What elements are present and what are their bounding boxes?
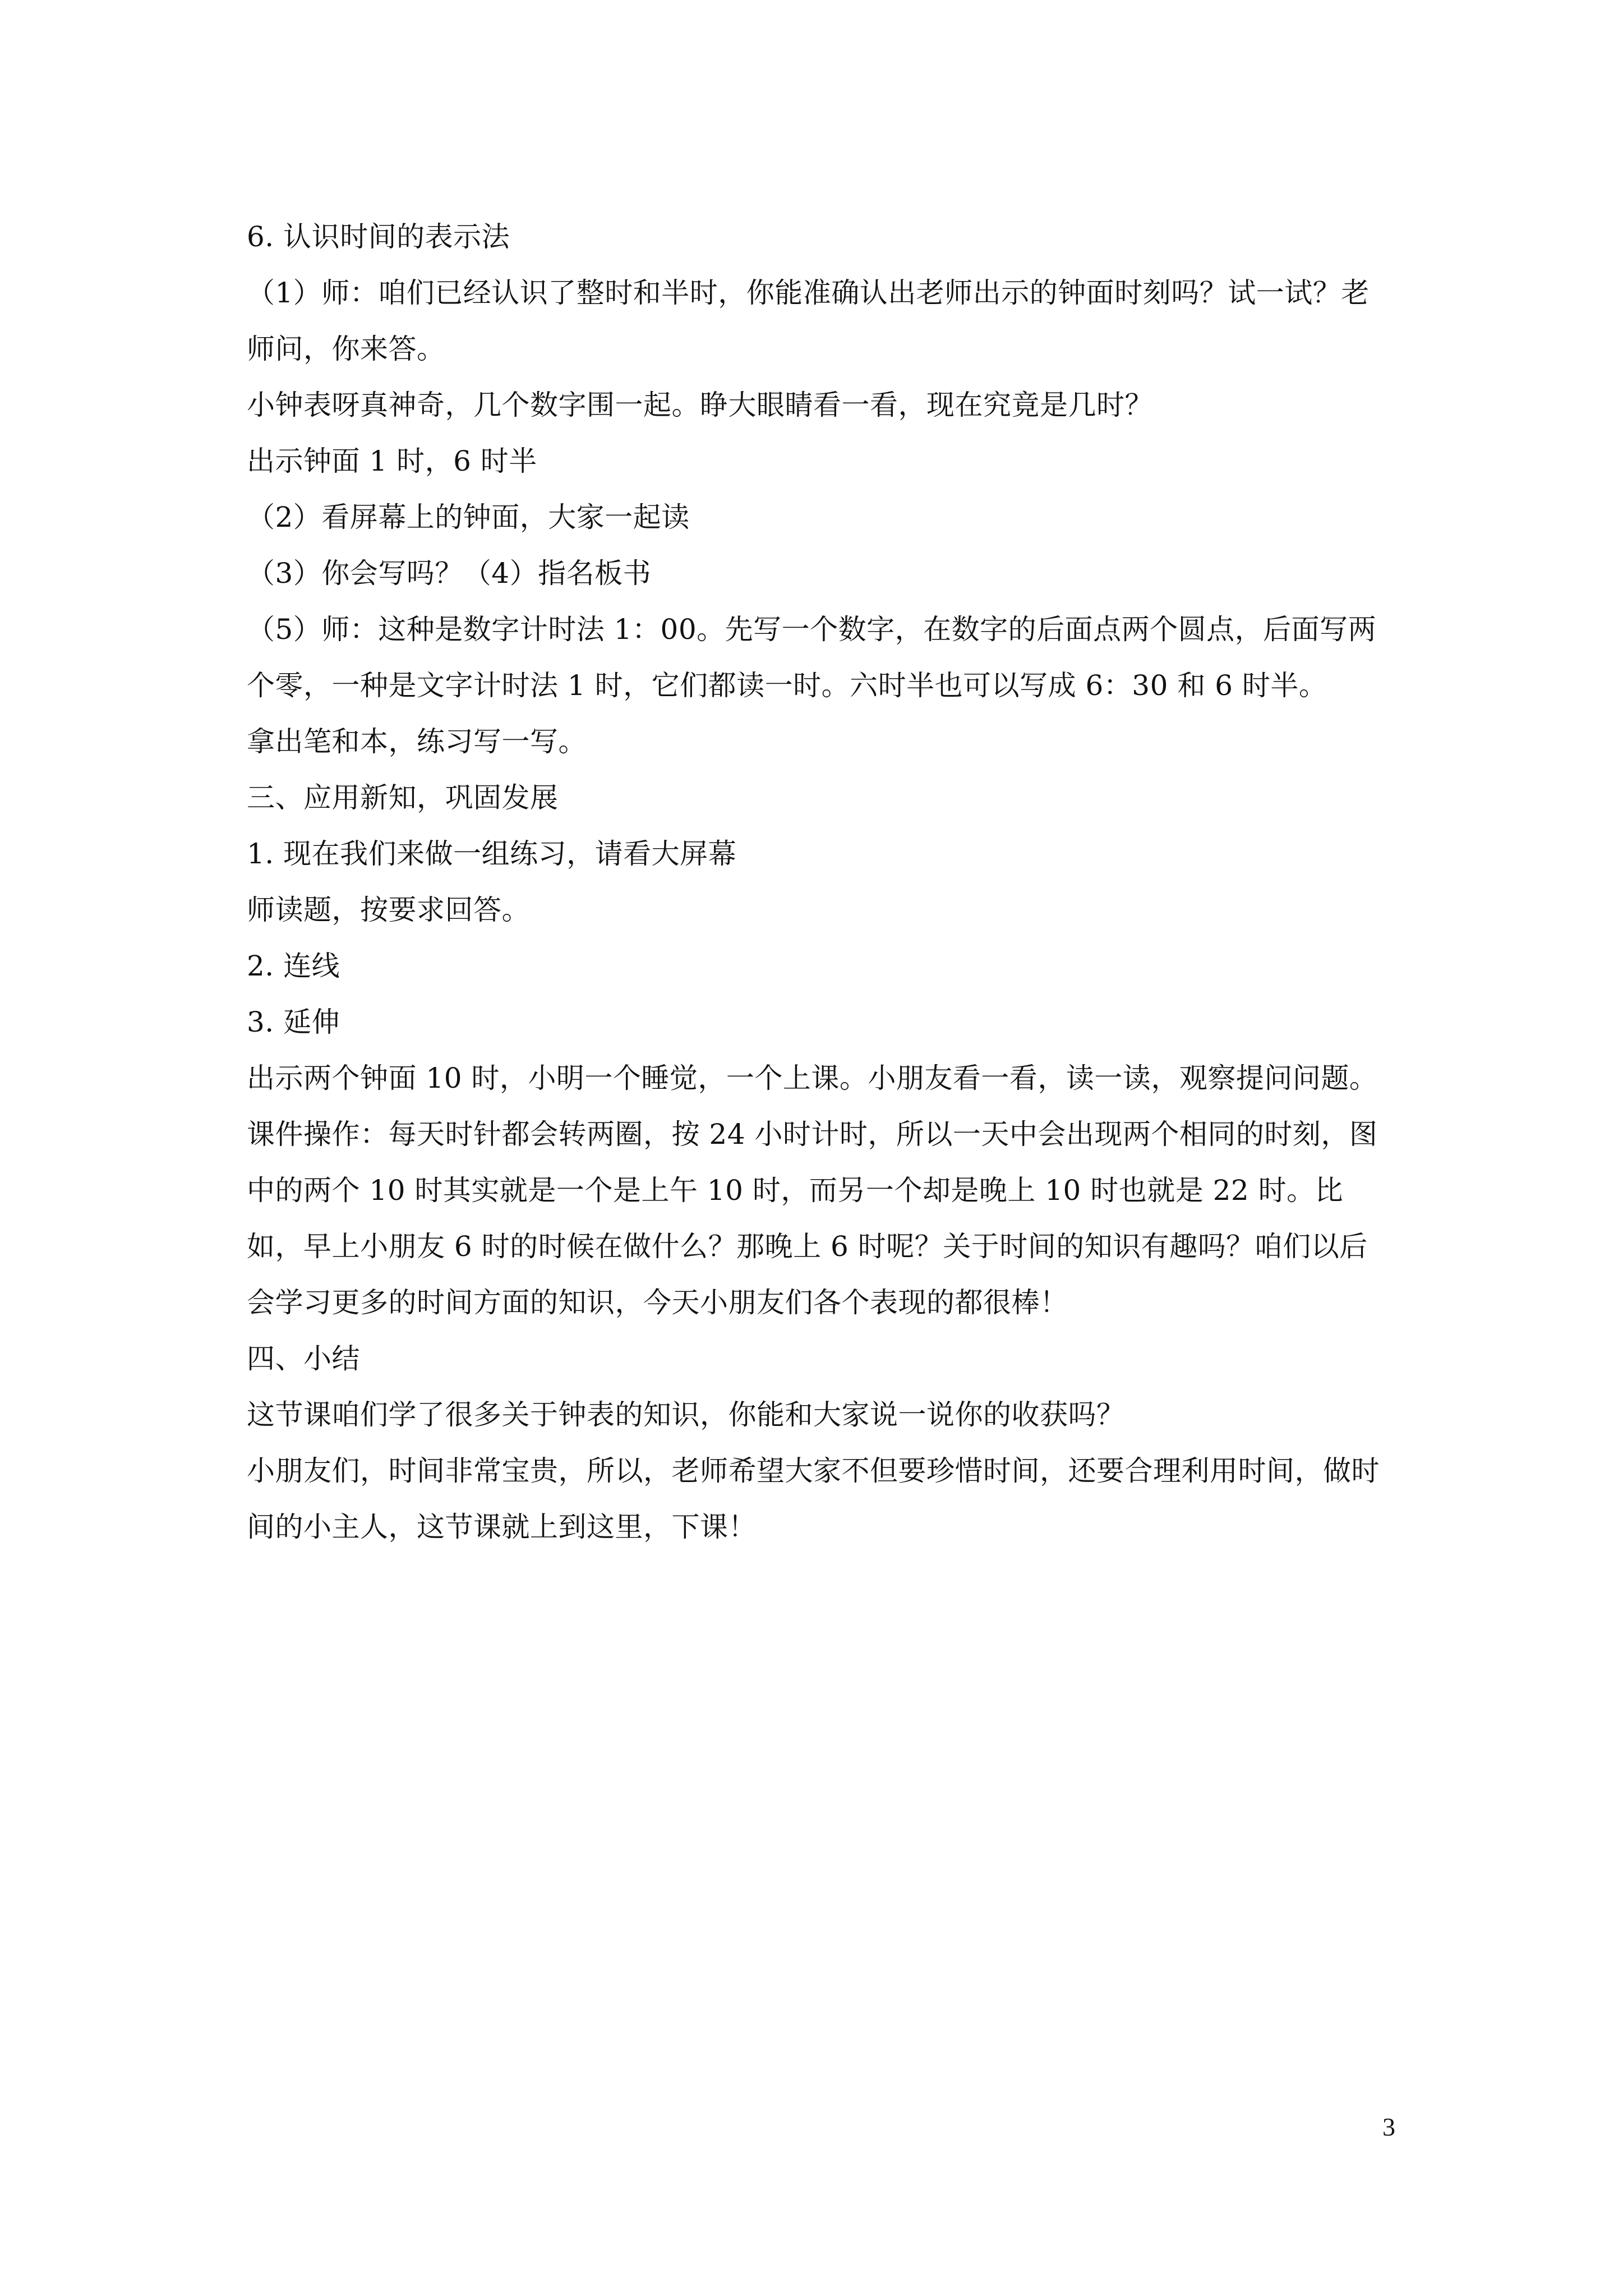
paragraph-read-question: 师读题，按要求回答。 xyxy=(247,894,530,926)
page-number: 3 xyxy=(1382,2113,1395,2141)
section-heading-apply: 三、应用新知，巩固发展 xyxy=(247,781,559,814)
paragraph-extension: 3. 延伸 xyxy=(247,1006,340,1038)
paragraph-matching: 2. 连线 xyxy=(247,950,340,982)
document-body xyxy=(247,209,1391,1555)
paragraph-summary-question: 这节课咱们学了很多关于钟表的知识，你能和大家说一说你的收获吗？ xyxy=(247,1398,1125,1431)
paragraph-digital-notation: （5）师：这种是数字计时法 1：00。先写一个数字，在数字的后面点两个圆点，后面写两个零，一种是文字计时法 1 时，它们都读一时。六时半也可以写成 6：30 和 6 时半。 xyxy=(247,613,1377,702)
paragraph-practice-writing: 拿出笔和本，练习写一写。 xyxy=(247,725,587,758)
paragraph-teacher-question: （1）师：咱们已经认识了整时和半时，你能准确认出老师出示的钟面时刻吗？试一试？老师问，你来答。 xyxy=(247,277,1370,365)
paragraph-write-board: （3）你会写吗？（4）指名板书 xyxy=(247,557,652,590)
paragraph-show-clock: 出示钟面 1 时，6 时半 xyxy=(247,445,537,477)
section-heading-summary: 四、小结 xyxy=(247,1342,360,1375)
paragraph-courseware: 课件操作：每天时针都会转两圈，按 24 小时计时，所以一天中会出现两个相同的时刻，图中的两个 10 时其实就是一个是上午 10 时，而另一个却是晚上 10 时也就是 22 时。比如，早上小朋友 6 时的时候在做什么？那晚上 6 时呢？关于时间的知识有趣吗？咱们以后会学习更多的时间方面的知识，今天小朋友们各个表现的都很棒！ xyxy=(247,1118,1378,1319)
section-heading-time-notation: 6. 认识时间的表示法 xyxy=(247,220,510,253)
paragraph-read-together: （2）看屏幕上的钟面，大家一起读 xyxy=(247,501,690,533)
paragraph-closing: 小朋友们，时间非常宝贵，所以，老师希望大家不但要珍惜时间，还要合理利用时间，做时间的小主人，这节课就上到这里，下课！ xyxy=(247,1455,1380,1543)
paragraph-clock-rhyme: 小钟表呀真神奇，几个数字围一起。睁大眼睛看一看，现在究竟是几时？ xyxy=(247,389,1153,421)
paragraph-two-clocks: 出示两个钟面 10 时，小明一个睡觉，一个上课。小朋友看一看，读一读，观察提问问题。 xyxy=(247,1062,1378,1094)
paragraph-exercise-screen: 1. 现在我们来做一组练习，请看大屏幕 xyxy=(247,838,737,870)
